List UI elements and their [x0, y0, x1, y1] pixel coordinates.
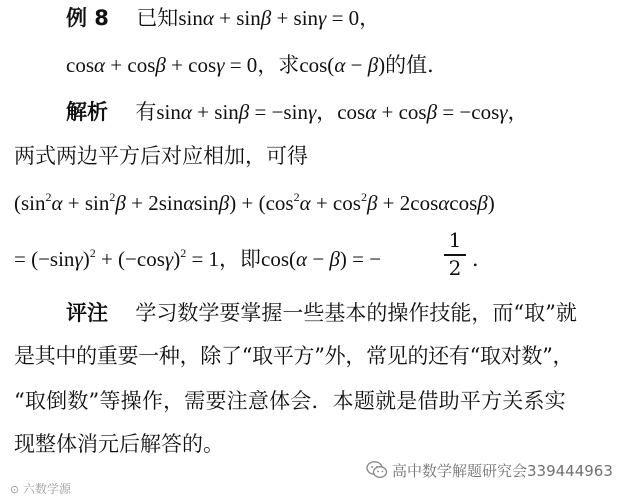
fraction-denominator: 2	[448, 256, 462, 280]
solution-line-2: 两式两边平方后对应相加，可得	[14, 144, 308, 168]
note-line-4: 现整体消元后解答的。	[14, 432, 224, 456]
cos-relation-formula: cosα + cosβ = −cosγ	[337, 100, 508, 124]
note-line-2: 是其中的重要一种，除了“取平方”外，常见的还有“取对数”，	[14, 344, 574, 368]
fraction-numerator: 1	[448, 228, 462, 252]
condition-1-formula: sinα + sinβ + sinγ = 0	[178, 6, 360, 30]
solution-end-sep: ，	[507, 100, 529, 124]
target-formula: cos(α − β)	[299, 53, 386, 77]
watermark-left-icon: ⊙	[10, 483, 20, 496]
result-line	[14, 245, 381, 273]
condition-2-tail: ，求	[257, 53, 300, 77]
result-formula: = $(-\sin\gamma)^2 + (-\cos\gamma)^2 = 1$	[14, 246, 220, 271]
have-text: 有	[135, 100, 157, 124]
sin-relation-formula: sinα + sinβ = −sinγ	[156, 100, 317, 124]
wechat-icon	[366, 460, 388, 480]
condition-2-formula: cosα + cosβ + cosγ = 0	[66, 53, 258, 77]
note-line-1-text: 学习数学要掌握一些基本的操作技能，而“取”就	[135, 301, 577, 325]
given-text: 已知	[136, 6, 179, 30]
expanded-sum-formula: $(\sin^2\alpha + \sin^2\beta + 2\sin\alpha\sin\beta) + (\cos^2\alpha + \cos^2\beta + 2\cos\alpha\cos\beta)$	[14, 190, 495, 215]
example-label: 例 8	[66, 6, 109, 30]
example-line-1	[66, 4, 380, 32]
solution-line-1	[66, 98, 529, 126]
watermark-left	[10, 480, 71, 497]
example-line-2	[66, 51, 448, 79]
final-formula: cos(α − β) = −	[261, 247, 382, 271]
condition-1-tail: ，	[359, 6, 381, 30]
note-line-3: “取倒数”等操作，需要注意体会．本题就是借助平方关系实	[14, 389, 566, 413]
ask-tail: 的值．	[385, 53, 449, 77]
watermark-right: 高中数学解题研究会339444963	[392, 462, 613, 480]
result-sep: ，即	[219, 247, 262, 271]
result-period: ．	[472, 247, 493, 271]
note-line-1	[66, 299, 577, 327]
solution-label: 解析	[66, 100, 108, 124]
solution-mid-sep: ，	[316, 100, 338, 124]
note-label: 评注	[66, 301, 108, 325]
watermark-left-text: 六数学源	[23, 482, 72, 496]
